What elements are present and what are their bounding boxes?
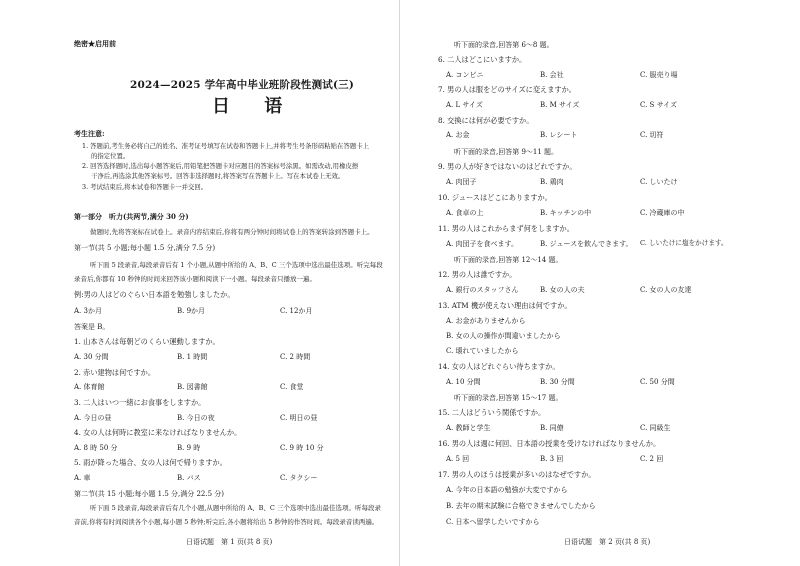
section2-heading: 第二节(共 15 小题;每小题 1.5 分,满分 22.5 分) xyxy=(74,490,225,498)
page-footer: 日语试题 第 2 页(共 8 页) xyxy=(564,538,651,546)
question-6-option-b: B. 会社 xyxy=(540,71,564,79)
question-4: 4. 女の人は何時に教室に来なければなりませんか。 xyxy=(74,428,242,437)
question-10-option-b: B. キッチンの中 xyxy=(540,209,592,217)
question-17-option-b: B. 去年の期末試験に合格できませんでしたから xyxy=(446,502,596,510)
question-12-option-c: C. 女の人の友達 xyxy=(640,286,692,294)
section2-instruction: 音前,你将有时间阅读各个小题,每小题 5 秒钟;听完后,各小题将给出 5 秒钟的作答时间。每段录音读两遍。 xyxy=(74,518,379,526)
example-question: 例:男の人はどのぐらい日本語を勉強しましたか。 xyxy=(74,290,235,299)
question-9-option-b: B. 鶏肉 xyxy=(540,178,564,186)
question-4-option-c: C. 9 時 10 分 xyxy=(280,444,324,452)
question-2-option-a: A. 体育館 xyxy=(74,383,105,391)
question-2-option-b: B. 図書館 xyxy=(177,383,208,391)
page-footer: 日语试题 第 1 页(共 8 页) xyxy=(186,538,273,546)
exam-title: 2024—2025 学年高中毕业班阶段性测试(三) xyxy=(130,79,355,91)
exam-page-2 xyxy=(400,0,800,566)
question-9-option-c: C. しいたけ xyxy=(640,178,678,186)
notice-line: 1. 答题前,考生务必将自己的姓名、准考证号填写在试卷和答题卡上,并将考生号条形码粘贴在答题卡上 xyxy=(82,142,369,150)
question-3-option-a: A. 今日の昼 xyxy=(74,414,112,422)
instruction-9-11: 听下面的录音,回答第 9～11 题。 xyxy=(454,148,559,156)
question-11-option-c: C. しいたけに塩をかけます。 xyxy=(640,239,728,247)
question-11-option-b: B. ジュースを飲んできます。 xyxy=(540,240,633,248)
question-7-option-b: B. M サイズ xyxy=(540,101,580,109)
example-option-a: A. 3か月 xyxy=(74,307,102,315)
secret-mark: 绝密★启用前 xyxy=(74,39,116,48)
question-16-option-a: A. 5 回 xyxy=(446,455,470,463)
question-15-option-b: B. 同僚 xyxy=(540,424,564,432)
question-14-option-a: A. 10 分間 xyxy=(446,378,481,386)
question-5-option-a: A. 車 xyxy=(74,474,91,482)
question-14-option-b: B. 30 分間 xyxy=(540,378,575,386)
question-5: 5. 雨が降った場合、女の人は何で帰りますか。 xyxy=(74,458,227,467)
question-3-option-b: B. 今日の夜 xyxy=(177,414,215,422)
question-7-option-c: C. S サイズ xyxy=(640,101,678,109)
part1-heading: 第一部分 听力(共两节,满分 30 分) xyxy=(74,212,189,221)
question-10-option-a: A. 食卓の上 xyxy=(446,209,484,217)
part1-intro-line: 做题时,先将答案标在试卷上。录音内容结束后,你将有两分钟时间将试卷上的答案转涂到答题卡上。 xyxy=(90,228,374,236)
instruction-15-17: 听下面的录音,回答第 15～17 题。 xyxy=(454,394,563,402)
question-17-option-a: A. 今年の日本語の勉強が大変ですから xyxy=(446,486,568,494)
question-15-option-c: C. 同級生 xyxy=(640,424,671,432)
notice-line: 的指定位置。 xyxy=(91,152,130,160)
question-8-option-b: B. レシート xyxy=(540,131,578,139)
question-10-option-c: C. 冷蔵庫の中 xyxy=(640,209,685,217)
question-13-option-b: B. 女の人の操作が間違いましたから xyxy=(446,332,561,340)
question-6: 6. 二人はどこにいますか。 xyxy=(438,55,527,64)
question-9-option-a: A. 肉団子 xyxy=(446,178,477,186)
instruction-6-8: 听下面的录音,回答第 6～8 题。 xyxy=(454,41,554,49)
question-16-option-b: B. 3 回 xyxy=(540,455,564,463)
example-option-c: C. 12か月 xyxy=(280,307,313,315)
question-12: 12. 男の人は誰ですか。 xyxy=(438,270,517,279)
question-4-option-b: B. 9 時 xyxy=(177,444,201,452)
question-6-option-c: C. 服売り場 xyxy=(640,71,678,79)
question-1-option-c: C. 2 時間 xyxy=(280,353,311,361)
question-6-option-a: A. コンビニ xyxy=(446,71,484,79)
section1-heading: 第一节(共 5 小题;每小题 1.5 分,满分 7.5 分) xyxy=(74,244,216,252)
question-7: 7. 男の人は服をどのサイズに変えますか。 xyxy=(438,85,576,94)
question-1-option-b: B. 1 時間 xyxy=(177,353,208,361)
question-15: 15. 二人はどういう関係ですか。 xyxy=(438,408,546,417)
question-2-option-c: C. 食堂 xyxy=(280,383,304,391)
question-3-option-c: C. 明日の昼 xyxy=(280,414,318,422)
question-16-option-c: C. 2 回 xyxy=(640,455,664,463)
question-8-option-c: C. 切符 xyxy=(640,131,664,139)
question-3: 3. 二人はいつ一緒にお食事をしますか。 xyxy=(74,398,206,407)
question-8-option-a: A. お金 xyxy=(446,131,470,139)
question-11: 11. 男の人はこれからまず何をしますか。 xyxy=(438,224,574,233)
question-14: 14. 女の人はどれぐらい待ちますか。 xyxy=(438,362,560,371)
question-13: 13. ATM 機が使えない理由は何ですか。 xyxy=(438,301,572,310)
notice-line: 3. 考试结束后,将本试卷和答题卡一并交回。 xyxy=(82,183,208,191)
notice-heading: 考生注意: xyxy=(74,129,105,138)
question-7-option-a: A. L サイズ xyxy=(446,101,483,109)
question-14-option-c: C. 50 分間 xyxy=(640,378,675,386)
question-13-option-a: A. お金がありませんから xyxy=(446,317,526,325)
question-1: 1. 山本さんは毎朝どのくらい運動しますか。 xyxy=(74,337,220,346)
question-17: 17. 男の人のほうは授業が多いのはなぜですか。 xyxy=(438,470,596,479)
notice-line: 干净后,再选涂其他答案标号。回答非选择题时,将答案写在答题卡上。写在本试卷上无效。 xyxy=(91,172,345,180)
section2-instruction: 听下面 5 段录音,每段录音后有几个小题,从题中所给的 A、B、C 三个选项中选出最佳选项。听每段录 xyxy=(90,504,381,512)
question-5-option-c: C. タクシー xyxy=(280,474,318,482)
instruction-12-14: 听下面的录音,回答第 12～14 题。 xyxy=(454,256,563,264)
question-16: 16. 男の人は週に何回、日本語の授業を受けなければなりませんか。 xyxy=(438,439,661,448)
question-13-option-c: C. 壊れていましたから xyxy=(446,347,519,355)
question-12-option-a: A. 銀行のスタッフさん xyxy=(446,286,519,294)
question-1-option-a: A. 30 分間 xyxy=(74,353,109,361)
question-9: 9. 男の人が好きではないのはどれですか。 xyxy=(438,162,577,171)
question-12-option-b: B. 女の人の夫 xyxy=(540,286,585,294)
question-10: 10. ジュースはどこにありますか。 xyxy=(438,193,552,202)
example-answer: 答案是 B。 xyxy=(74,323,110,331)
part1-intro-line: 录音后,你都有 10 秒钟的时间来回答该小题和阅读下一小题。每段录音只播放一遍。 xyxy=(74,275,316,283)
example-option-b: B. 9か月 xyxy=(177,307,206,315)
question-5-option-b: B. バス xyxy=(177,474,201,482)
question-4-option-a: A. 8 時 50 分 xyxy=(74,444,118,452)
notice-line: 2. 回答选择题时,选出每小题答案后,用铅笔把答题卡对应题目的答案标号涂黑。如需改动,用橡皮擦 xyxy=(82,162,359,170)
question-8: 8. 交換には何が必要ですか。 xyxy=(438,116,534,125)
question-2: 2. 赤い建物は何ですか。 xyxy=(74,368,156,377)
part1-intro-line: 听下面 5 段录音,每段录音后有 1 个小题,从题中所给的 A、B、C 三个选项中选出最佳选项。听完每段 xyxy=(90,261,383,269)
subject-title: 日 语 xyxy=(212,96,297,117)
question-15-option-a: A. 教師と学生 xyxy=(446,424,491,432)
question-11-option-a: A. 肉団子を食べます。 xyxy=(446,240,518,248)
question-17-option-c: C. 日本へ留学したいですから xyxy=(446,518,540,526)
